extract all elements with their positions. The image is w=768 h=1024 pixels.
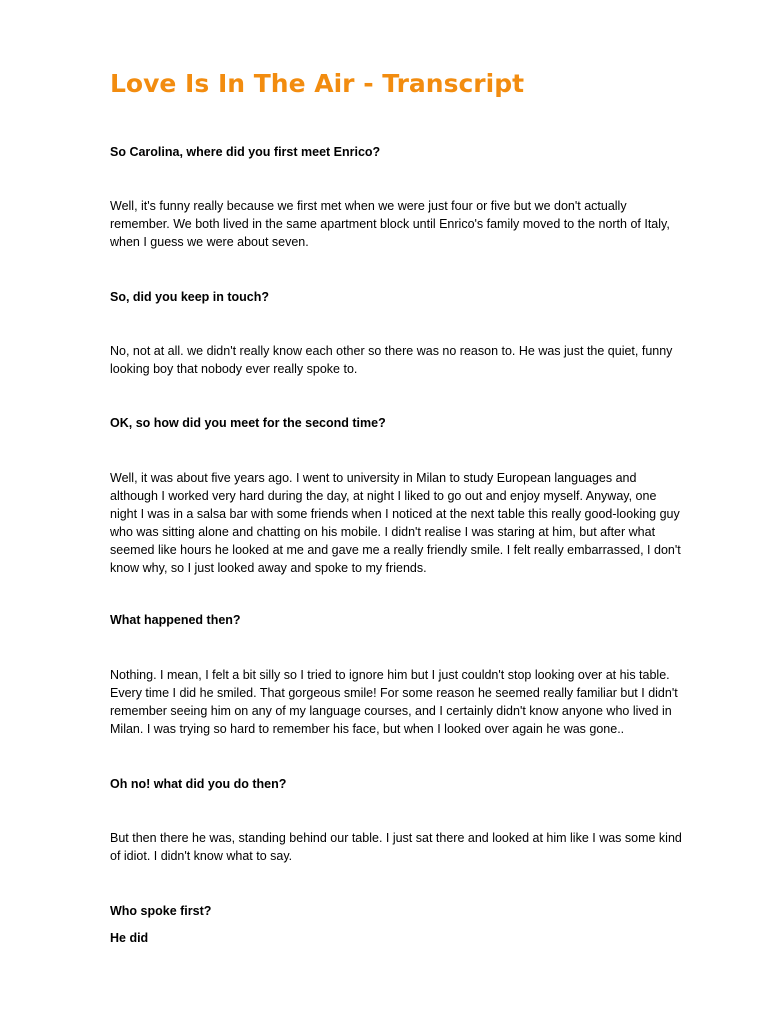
answer-3-line-6: know why, so I just looked away and spoke to my friends.: [110, 561, 427, 575]
answer-1-line-2: remember. We both lived in the same apartment block until Enrico's family moved to the north of Italy,: [110, 217, 670, 231]
answer-1-line-3: when I guess we were about seven.: [110, 235, 309, 249]
question-5: [110, 775, 710, 793]
answer-3: [110, 469, 710, 577]
answer-2: [110, 342, 710, 378]
question-5-line-1: Oh no! what did you do then?: [110, 777, 287, 791]
answer-2-line-1: No, not at all. we didn't really know each other so there was no reason to. He was just the quiet, funny: [110, 344, 673, 358]
answer-4: [110, 666, 710, 738]
answer-4-line-3: remember seeing him on any of my language courses, and I certainly didn't know anyone who lived in: [110, 704, 672, 718]
question-6: [110, 902, 710, 920]
answer-6: [110, 929, 710, 947]
question-4: [110, 611, 710, 629]
answer-4-line-1: Nothing. I mean, I felt a bit silly so I tried to ignore him but I just couldn't stop looking over at his table.: [110, 668, 670, 682]
answer-6-line-1: He did: [110, 931, 149, 945]
page-title: Love Is In The Air - Transcript: [110, 69, 525, 98]
question-4-line-1: What happened then?: [110, 613, 241, 627]
question-3: [110, 414, 710, 432]
answer-4-line-4: Milan. I was trying so hard to remember his face, but when I looked over again he was gone..: [110, 722, 625, 736]
answer-2-line-2: looking boy that nobody ever really spoke to.: [110, 362, 358, 376]
answer-3-line-4: who was sitting alone and chatting on his mobile. I didn't realise I was staring at him, but after what: [110, 525, 656, 539]
answer-3-line-1: Well, it was about five years ago. I went to university in Milan to study European languages and: [110, 471, 637, 485]
question-1-line-1: So Carolina, where did you first meet Enrico?: [110, 145, 381, 159]
answer-3-line-3: night I was in a salsa bar with some friends when I noticed at the next table this really good-looking guy: [110, 507, 680, 521]
answer-5-line-2: of idiot. I didn't know what to say.: [110, 849, 293, 863]
question-2: [110, 288, 710, 306]
answer-3-line-2: although I worked very hard during the day, at night I liked to go out and enjoy myself. Anyway, one: [110, 489, 657, 503]
answer-5-line-1: But then there he was, standing behind our table. I just sat there and looked at him like I was some kind: [110, 831, 682, 845]
answer-4-line-2: Every time I did he smiled. That gorgeous smile! For some reason he seemed really familiar but I didn't: [110, 686, 678, 700]
answer-1-line-1: Well, it's funny really because we first met when we were just four or five but we don't actually: [110, 199, 627, 213]
answer-1: [110, 197, 710, 251]
question-6-line-1: Who spoke first?: [110, 904, 212, 918]
answer-5: [110, 829, 710, 865]
answer-3-line-5: seemed like hours he looked at me and gave me a really friendly smile. I felt really embarrassed, I don't: [110, 543, 681, 557]
question-1: [110, 143, 710, 161]
question-3-line-1: OK, so how did you meet for the second time?: [110, 416, 386, 430]
question-2-line-1: So, did you keep in touch?: [110, 290, 270, 304]
